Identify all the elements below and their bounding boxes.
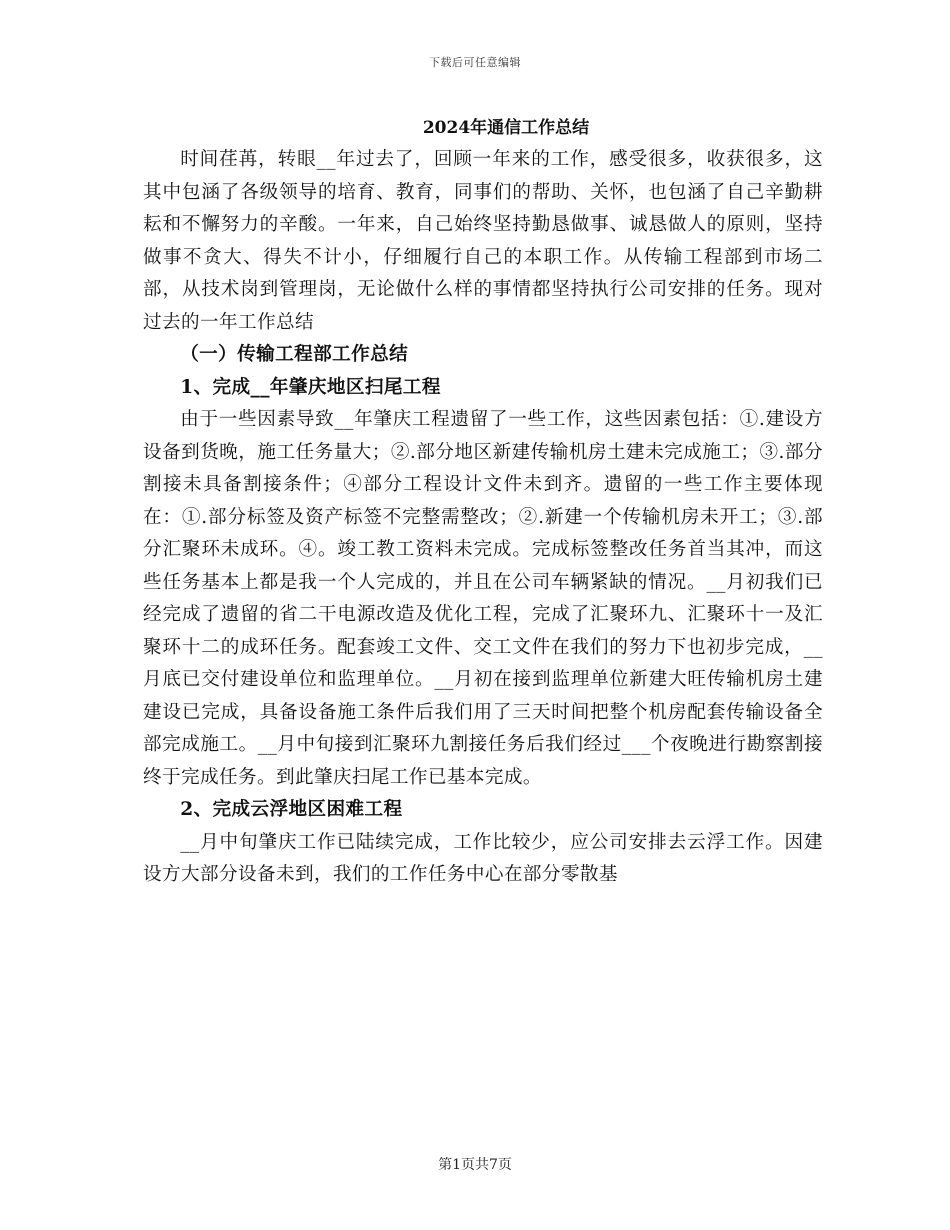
- item-heading-2: 2、完成云浮地区困难工程: [180, 799, 403, 820]
- item-paragraph-2: __月中旬肇庆工作已陆续完成，工作比较少，应公司安排去云浮工作。因建设方大部分设备未到，我们的工作任务中心在部分零散基: [143, 831, 823, 885]
- document-body: [143, 112, 823, 892]
- section-heading-1: （一）传输工程部工作总结: [180, 344, 409, 365]
- page-number: 第1页共7页: [438, 1157, 512, 1173]
- item-heading-1: 1、完成__年肇庆地区扫尾工程: [180, 376, 441, 398]
- header-note: 下载后可任意编辑: [429, 56, 521, 69]
- intro-paragraph: 时间荏苒，转眼__年过去了，回顾一年来的工作，感受很多，收获很多，这其中包涵了各级领导的培育、教育，同事们的帮助、关怀，也包涵了自己辛勤耕耘和不懈努力的辛酸。一年来，自己始终坚持勤恳做事、诚恳做人的原则，坚持做事不贪大、得失不计小，仔细履行自己的本职工作。从传输工程部到市场二部，从技术岗到管理岗，无论做什么样的事情都坚持执行公司安排的任务。现对过去的一年工作总结: [143, 149, 823, 333]
- document-title: 2024年通信工作总结: [422, 118, 590, 138]
- item-paragraph-1: 由于一些因素导致__年肇庆工程遗留了一些工作，这些因素包括：①.建设方设备到货晚，施工任务量大；②.部分地区新建传输机房土建未完成施工；③.部分割接未具备割接条件；④部分工程设计文件未到齐。遗留的一些工作主要体现在：①.部分标签及资产标签不完整需整改；②.新建一个传输机房未开工；③.部分汇聚环未成环。④。竣工教工资料未完成。完成标签整改任务首当其冲，而这些任务基本上都是我一个人完成的，并且在公司车辆紧缺的情况。__月初我们已经完成了遗留的省二干电源改造及优化工程，完成了汇聚环九、汇聚环十一及汇聚环十二的成环任务。配套竣工文件、交工文件在我们的努力下也初步完成，__月底已交付建设单位和监理单位。__月初在接到监理单位新建大旺传输机房土建建设已完成，具备设备施工条件后我们用了三天时间把整个机房配套传输设备全部完成施工。__月中旬接到汇聚环九割接任务后我们经过___个夜晚进行勘察割接终于完成任务。到此肇庆扫尾工作已基本完成。: [143, 409, 823, 788]
